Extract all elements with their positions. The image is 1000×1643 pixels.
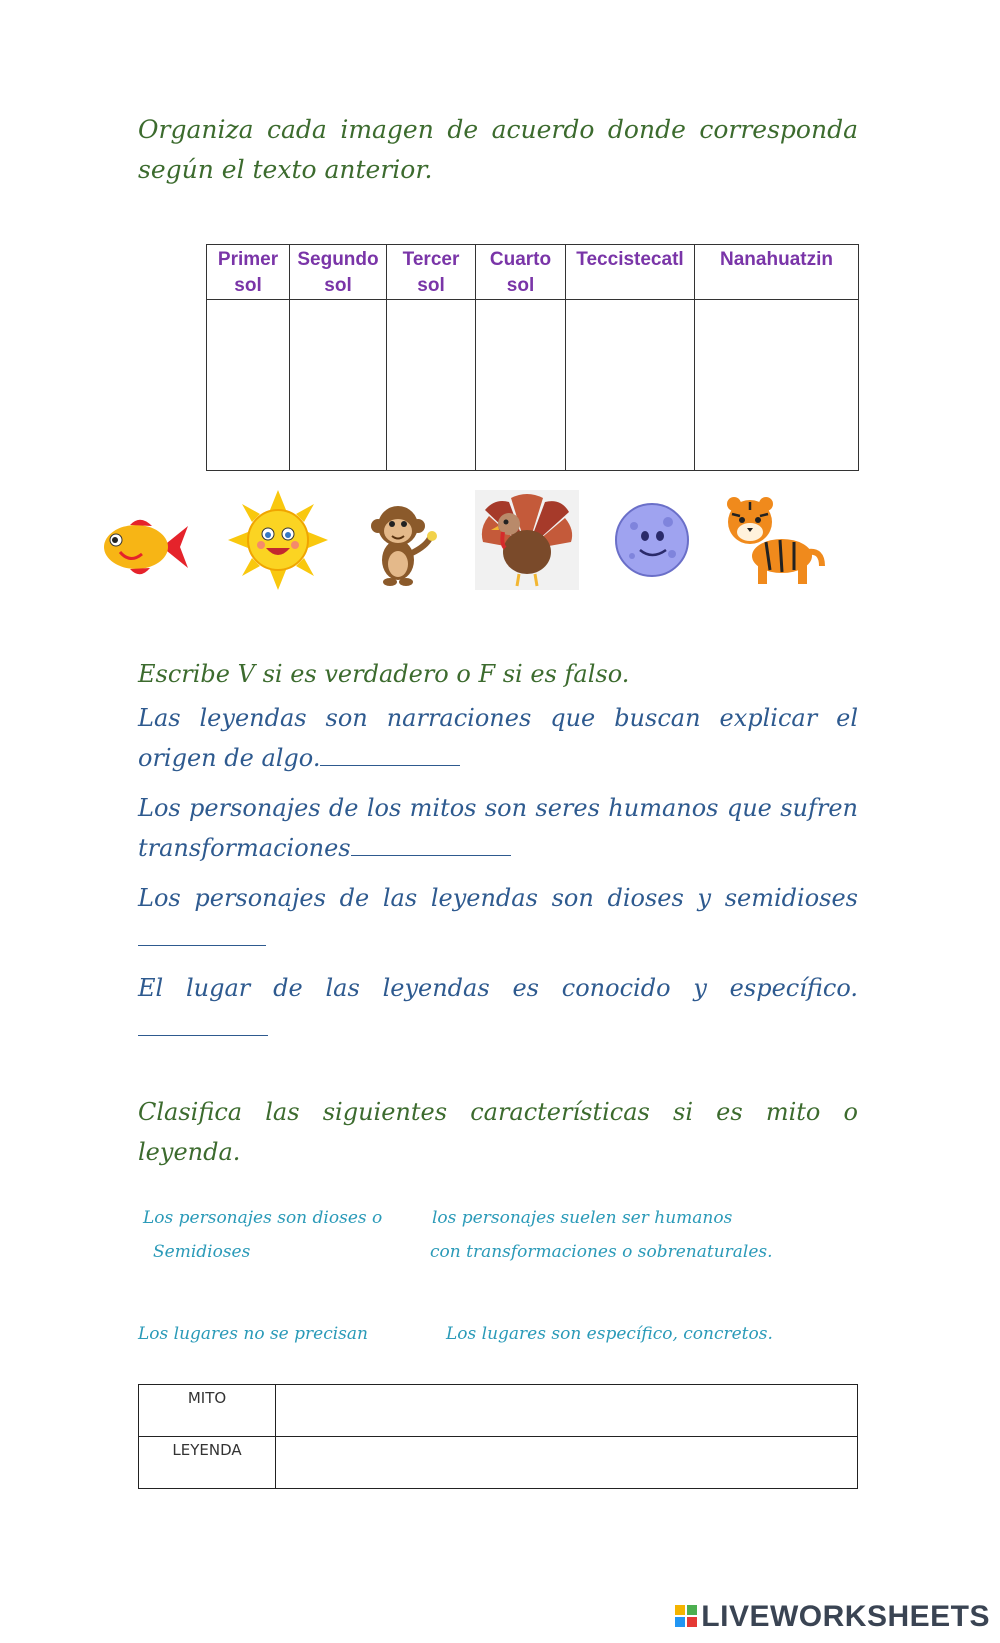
moon-icon[interactable] [612,500,692,580]
feature-card-1[interactable]: Los personajes son dioses o Semidioses [143,1208,383,1262]
feature-card-2[interactable]: los personajes suelen ser humanos con transformaciones o sobrenaturales. [430,1208,773,1262]
drop-zone-nanahuatzin[interactable] [695,300,859,471]
instruction-true-false: Escribe V si es verdadero o F si es falso. [138,660,630,688]
answer-blank-2[interactable] [351,829,511,856]
classify-row-mito [139,1385,858,1437]
instruction-organize: Organiza cada imagen de acuerdo donde corresponda según el texto anterior. [138,115,858,184]
drop-zone-teccistecatl[interactable] [566,300,695,471]
label-leyenda: LEYENDA [139,1437,276,1489]
logo-mark-icon [675,1605,697,1629]
header-primer-sol: Primer sol [207,245,290,300]
statement-3: Los personajes de las leyendas son dioses y semidioses [138,878,858,958]
liveworksheets-logo: LIVEWORKSHEETS [675,1600,990,1634]
header-teccistecatl: Teccistecatl [566,245,695,300]
classify-row-leyenda [139,1437,858,1489]
tiger-icon[interactable] [722,490,826,590]
statement-2: Los personajes de los mitos son seres humanos que sufren transformaciones [138,794,858,862]
classify-table [138,1384,858,1489]
drop-zone-cuarto-sol[interactable] [476,300,566,471]
sun-table-header-row [207,245,859,300]
header-tercer-sol: Tercer sol [387,245,476,300]
monkey-icon[interactable] [362,498,442,588]
drop-zone-leyenda[interactable] [276,1437,858,1489]
statement-1: Las leyendas son narraciones que buscan explicar el origen de algo. [138,704,858,772]
answer-blank-3[interactable] [138,919,266,946]
header-cuarto-sol: Cuarto sol [476,245,566,300]
statement-4: El lugar de las leyendas es conocido y específico. [138,968,858,1048]
feature-card-4[interactable]: Los lugares son específico, concretos. [446,1324,773,1344]
feature-card-3[interactable]: Los lugares no se precisan [138,1324,368,1344]
drop-zone-segundo-sol[interactable] [290,300,387,471]
fish-icon[interactable] [100,512,190,582]
sun-table [206,244,859,471]
answer-blank-4[interactable] [138,1009,268,1036]
label-mito: MITO [139,1385,276,1437]
header-segundo-sol: Segundo sol [290,245,387,300]
sun-table-drop-row [207,300,859,471]
sun-icon[interactable] [228,490,328,590]
header-nanahuatzin: Nanahuatzin [695,245,859,300]
turkey-icon[interactable] [475,490,579,590]
instruction-classify: Clasifica las siguientes características si es mito o leyenda. [138,1098,858,1166]
drop-zone-primer-sol[interactable] [207,300,290,471]
drop-zone-mito[interactable] [276,1385,858,1437]
answer-blank-1[interactable] [320,739,460,766]
drop-zone-tercer-sol[interactable] [387,300,476,471]
draggable-images-row [100,490,860,610]
